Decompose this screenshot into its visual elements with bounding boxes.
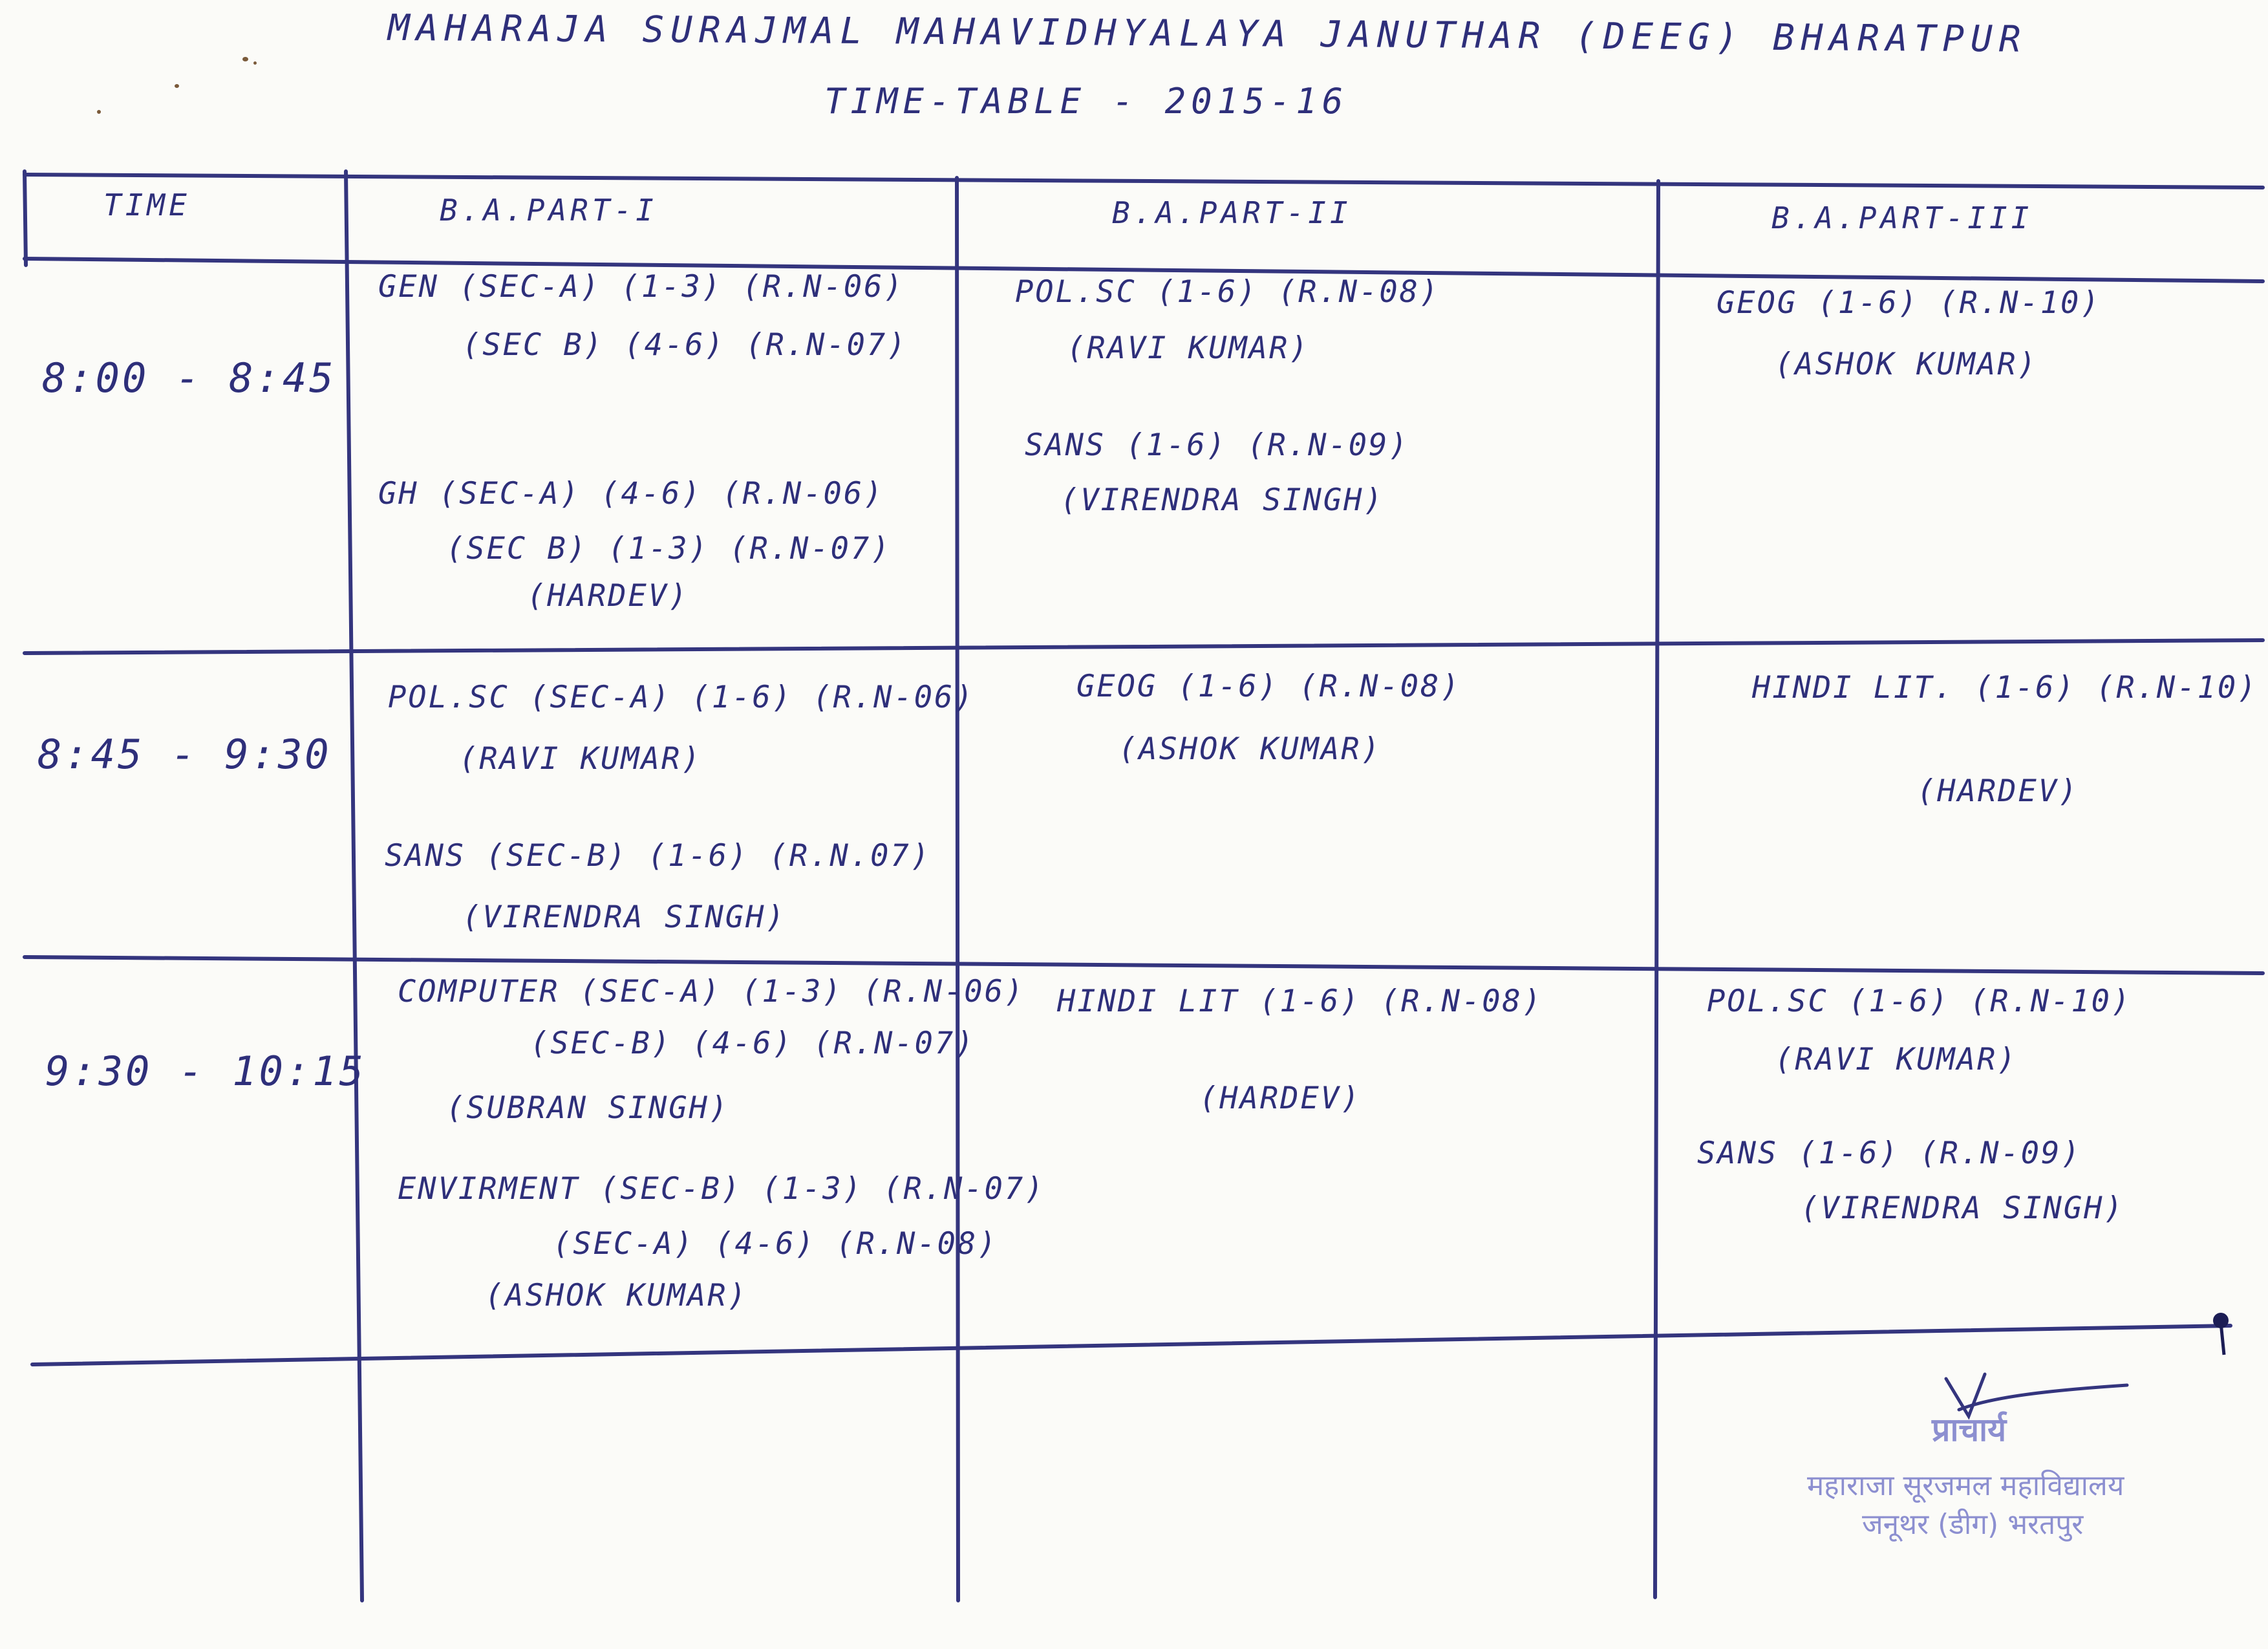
principal-stamp-title: प्राचार्य	[1932, 1411, 2007, 1449]
cell-line: (RAVI KUMAR)	[1067, 330, 1310, 366]
grid-line-col1	[346, 171, 362, 1600]
grid-line-left	[25, 171, 26, 265]
cell-line: (SEC B) (1-3) (R.N-07)	[446, 531, 892, 566]
cell-line: COMPUTER (SEC-A) (1-3) (R.N-06)	[398, 974, 1025, 1009]
cell-line: (ASHOK KUMAR)	[1775, 347, 2038, 382]
cell-line: (HARDEV)	[527, 578, 689, 614]
cell-line: POL.SC (SEC-A) (1-6) (R.N-06)	[388, 680, 975, 715]
cell-line: SANS (SEC-B) (1-6) (R.N.07)	[385, 838, 932, 874]
cell-line: (SEC-A) (4-6) (R.N-08)	[553, 1226, 998, 1262]
cell-line: (RAVI KUMAR)	[1775, 1042, 2018, 1077]
cell-line: SANS (1-6) (R.N-09)	[1697, 1136, 2082, 1171]
grid-line-row1	[25, 640, 2263, 653]
cell-line: ENVIRMENT (SEC-B) (1-3) (R.N-07)	[398, 1171, 1045, 1207]
cell-line: (VIRENDRA SINGH)	[1801, 1191, 2124, 1226]
header-part2: B.A.PART-II	[1112, 195, 1352, 230]
cell-line: HINDI LIT. (1-6) (R.N-10)	[1752, 670, 2258, 706]
cell-line: SANS (1-6) (R.N-09)	[1025, 427, 1409, 463]
header-part1: B.A.PART-I	[440, 193, 658, 228]
cell-line: (ASHOK KUMAR)	[1118, 731, 1382, 767]
cell-line: (SEC B) (4-6) (R.N-07)	[462, 327, 908, 363]
document-title: MAHARAJA SURAJMAL MAHAVIDHYALAYA JANUTHAR (DEEG) BHARATPUR	[387, 6, 2027, 61]
cell-line: (RAVI KUMAR)	[459, 741, 702, 777]
cell-line: (SUBRAN SINGH)	[446, 1090, 730, 1126]
cell-line: (VIRENDRA SINGH)	[462, 900, 786, 935]
time-slot-3: 9:30 - 10:15	[45, 1048, 366, 1095]
cell-line: POL.SC (1-6) (R.N-10)	[1707, 984, 2132, 1019]
grid-line-row2	[25, 957, 2263, 973]
grid-line-row3	[32, 1326, 2231, 1364]
cell-line: (HARDEV)	[1917, 773, 2079, 809]
grid-line-col3	[1655, 181, 1658, 1597]
principal-stamp-college: महाराजा सूरजमल महाविद्यालय	[1807, 1469, 2124, 1502]
cell-line: (ASHOK KUMAR)	[485, 1278, 748, 1313]
grid-line-col2	[957, 178, 958, 1600]
principal-stamp-place: जनूथर (डीग) भरतपुर	[1862, 1508, 2084, 1541]
cell-line: HINDI LIT (1-6) (R.N-08)	[1057, 984, 1543, 1019]
cell-line: POL.SC (1-6) (R.N-08)	[1015, 274, 1440, 310]
cell-line: (HARDEV)	[1199, 1081, 1362, 1116]
cell-line: (VIRENDRA SINGH)	[1060, 482, 1384, 518]
cell-line: GH (SEC-A) (4-6) (R.N-06)	[378, 476, 884, 512]
header-part3: B.A.PART-III	[1771, 200, 2033, 235]
grid-line-top	[25, 175, 2263, 188]
header-time: TIME	[103, 188, 191, 222]
time-slot-1: 8:00 - 8:45	[42, 354, 336, 402]
cell-line: (SEC-B) (4-6) (R.N-07)	[530, 1026, 976, 1061]
cell-line: GEN (SEC-A) (1-3) (R.N-06)	[378, 269, 904, 305]
document-subtitle: TIME-TABLE - 2015-16	[824, 81, 1349, 122]
cell-line: GEOG (1-6) (R.N-10)	[1717, 285, 2101, 321]
cell-line: GEOG (1-6) (R.N-08)	[1076, 669, 1461, 704]
time-slot-2: 8:45 - 9:30	[37, 731, 332, 778]
